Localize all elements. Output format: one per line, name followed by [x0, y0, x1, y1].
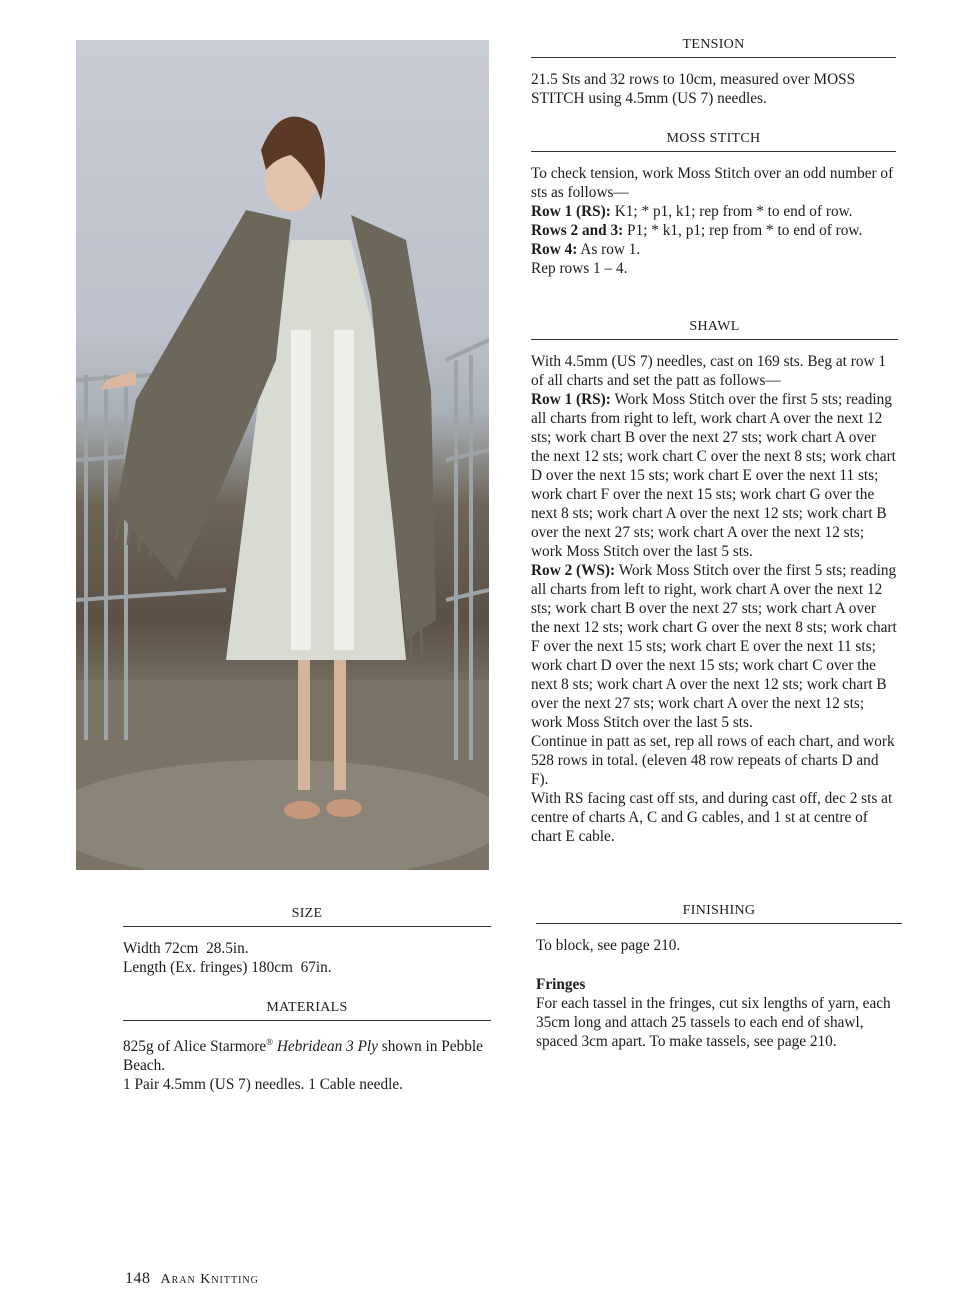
- materials-yarn: 825g of Alice Starmore® Hebridean 3 Ply shown in Pebble Beach.: [123, 1037, 483, 1075]
- shawl-heading: SHAWL: [531, 319, 898, 340]
- size-section: [123, 906, 491, 977]
- fringes-heading: Fringes: [536, 976, 586, 993]
- moss-stitch-section: [531, 131, 896, 278]
- finishing-section: [536, 903, 902, 1051]
- moss-stitch-heading: MOSS STITCH: [531, 131, 896, 152]
- finishing-heading: FINISHING: [536, 903, 902, 924]
- shawl-continue: Continue in patt as set, rep all rows of each chart, and work 528 rows in total. (eleven 48 row repeats of charts D and F).: [531, 733, 895, 788]
- shawl-section: [531, 319, 898, 846]
- tension-text: 21.5 Sts and 32 rows to 10cm, measured over MOSS STITCH using 4.5mm (US 7) needles.: [531, 71, 856, 107]
- moss-row4: Row 4: As row 1.: [531, 241, 641, 258]
- woman-in-shawl-photo-icon: [76, 40, 489, 870]
- size-width: Width 72cm 28.5in.: [123, 940, 249, 957]
- size-heading: SIZE: [123, 906, 491, 927]
- moss-repeat: Rep rows 1 – 4.: [531, 260, 628, 277]
- finishing-block: To block, see page 210.: [536, 937, 681, 954]
- moss-intro: To check tension, work Moss Stitch over an odd number of sts as follows—: [531, 165, 894, 201]
- book-title: Aran Knitting: [160, 1272, 259, 1287]
- page-footer: [125, 1270, 259, 1288]
- shawl-row2: Row 2 (WS): Work Moss Stitch over the first 5 sts; reading all charts from left to right, work chart A over the next 12 sts; work chart B over the next 27 sts; work chart A over the next 12 sts; work chart G over the next 8 sts; work chart F over the next 15 sts; work chart E over the next 11 sts; work chart D over the next 15 sts; work chart C over the next 8 sts; work chart A over the next 12 sts; work chart B over the next 27 sts; work chart A over the next 12 sts; work Moss Stitch over the last 5 sts.: [531, 562, 897, 731]
- page-number: 148: [125, 1270, 151, 1287]
- shawl-castoff: With RS facing cast off sts, and during cast off, dec 2 sts at centre of charts A, C and G cables, and 1 st at centre of chart E cable.: [531, 790, 893, 845]
- size-length: Length (Ex. fringes) 180cm 67in.: [123, 959, 332, 976]
- fringes-text: For each tassel in the fringes, cut six lengths of yarn, each 35cm long and attach 25 tassels to each end of shawl, spaced 3cm apart. To make tassels, see page 210.: [536, 995, 891, 1050]
- shawl-row1: Row 1 (RS): Work Moss Stitch over the first 5 sts; reading all charts from right to left, work chart A over the next 12 sts; work chart B over the next 27 sts; work chart A over the next 12 sts; work chart C over the next 8 sts; work chart D over the next 15 sts; work chart E over the next 11 sts; work chart F over the next 15 sts; work chart G over the next 8 sts; work chart A over the next 12 sts; work chart B over the next 27 sts; work chart A over the next 12 sts; work Moss Stitch over the last 5 sts.: [531, 391, 896, 560]
- materials-heading: MATERIALS: [123, 1000, 491, 1021]
- materials-needles: 1 Pair 4.5mm (US 7) needles. 1 Cable needle.: [123, 1076, 403, 1094]
- tension-section: [531, 37, 896, 108]
- moss-rows23: Rows 2 and 3: P1; * k1, p1; rep from * to end of row.: [531, 222, 863, 239]
- tension-heading: TENSION: [531, 37, 896, 58]
- moss-row1: Row 1 (RS): K1; * p1, k1; rep from * to end of row.: [531, 203, 853, 220]
- model-photo: [76, 40, 489, 870]
- materials-section: [123, 1000, 491, 1094]
- shawl-intro: With 4.5mm (US 7) needles, cast on 169 sts. Beg at row 1 of all charts and set the patt as follows—: [531, 353, 886, 389]
